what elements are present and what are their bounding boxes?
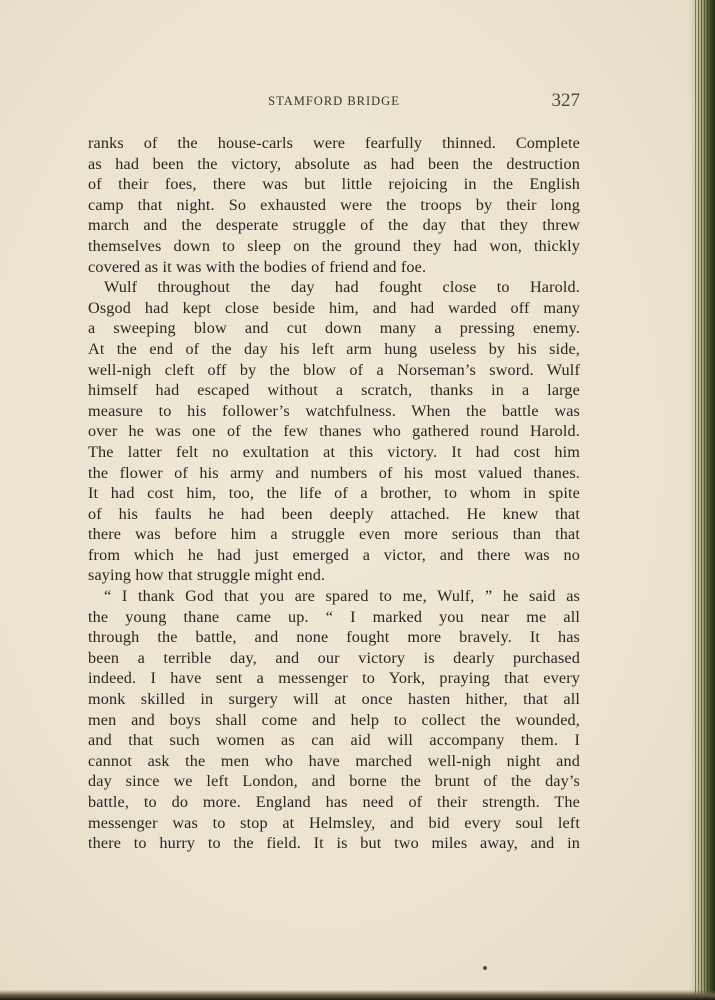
body-text — [88, 133, 580, 854]
text-line: camp that night. So exhausted were the troops by their long — [88, 195, 580, 214]
text-line: battle, to do more. England has need of their strength. The — [88, 793, 580, 811]
text-line: from which he had just emerged a victor, and there was no — [88, 545, 580, 564]
text-line: as had been the victory, absolute as had been the destruction — [88, 154, 580, 173]
page-edge-lines — [695, 0, 709, 1000]
text-line: measure to his follower’s watchfulness. When the battle was — [88, 401, 580, 420]
text-line: The latter felt no exultation at this victory. It had cost him — [88, 442, 580, 461]
running-head — [88, 92, 580, 114]
text-line: “ I thank God that you are spared to me, Wulf, ” he said as — [104, 587, 580, 606]
text-line: himself had escaped without a scratch, thanks in a large — [88, 381, 580, 400]
text-line: day since we left London, and borne the brunt of the day’s — [88, 772, 580, 791]
text-line: been a terrible day, and our victory is dearly purchased — [88, 648, 580, 667]
text-line: a sweeping blow and cut down many a pressing enemy. — [88, 319, 580, 338]
ink-speck — [483, 966, 487, 970]
text-line: At the end of the day his left arm hung useless by his side, — [88, 339, 580, 358]
text-line: there was before him a struggle even more serious than that — [88, 525, 580, 544]
text-line: through the battle, and none fought more bravely. It has — [88, 628, 580, 647]
text-line: the flower of his army and numbers of his most valued thanes. — [88, 463, 580, 482]
text-line: and that such women as can aid will accompany them. I — [88, 731, 580, 750]
text-line: saying how that struggle might end. — [88, 566, 326, 585]
text-line: indeed. I have sent a messenger to York, praying that every — [88, 669, 580, 688]
text-line: cannot ask the men who have marched well-nigh night and — [88, 751, 580, 770]
text-line: of their foes, there was but little rejoicing in the English — [88, 175, 580, 194]
text-line: Osgod had kept close beside him, and had warded off many — [88, 298, 580, 317]
text-line: over he was one of the few thanes who gathered round Harold. — [88, 422, 580, 441]
text-line: Wulf throughout the day had fought close to Harold. — [104, 278, 580, 297]
text-line: men and boys shall come and help to collect the wounded, — [88, 710, 580, 729]
text-line: march and the desperate struggle of the day that they threw — [88, 216, 580, 235]
text-line: the young thane came up. “ I marked you near me all — [88, 607, 580, 626]
text-line: covered as it was with the bodies of friend and foe. — [88, 257, 427, 276]
text-line: well-nigh cleft off by the blow of a Norseman’s sword. Wulf — [88, 360, 580, 379]
text-line: It had cost him, too, the life of a brother, to whom in spite — [88, 484, 580, 503]
text-line: messenger was to stop at Helmsley, and bid every soul left — [88, 813, 580, 832]
page-bottom-edge — [0, 990, 715, 1000]
text-line: themselves down to sleep on the ground they had won, thickly — [88, 236, 580, 255]
text-line: ranks of the house-carls were fearfully thinned. Complete — [88, 134, 580, 152]
page-number: 327 — [551, 90, 580, 111]
running-head-title: STAMFORD BRIDGE — [268, 94, 400, 108]
text-line: monk skilled in surgery will at once hasten hither, that all — [88, 690, 580, 709]
text-line: of his faults he had been deeply attached. He knew that — [88, 504, 580, 523]
text-line: there to hurry to the field. It is but two miles away, and in — [88, 834, 580, 853]
